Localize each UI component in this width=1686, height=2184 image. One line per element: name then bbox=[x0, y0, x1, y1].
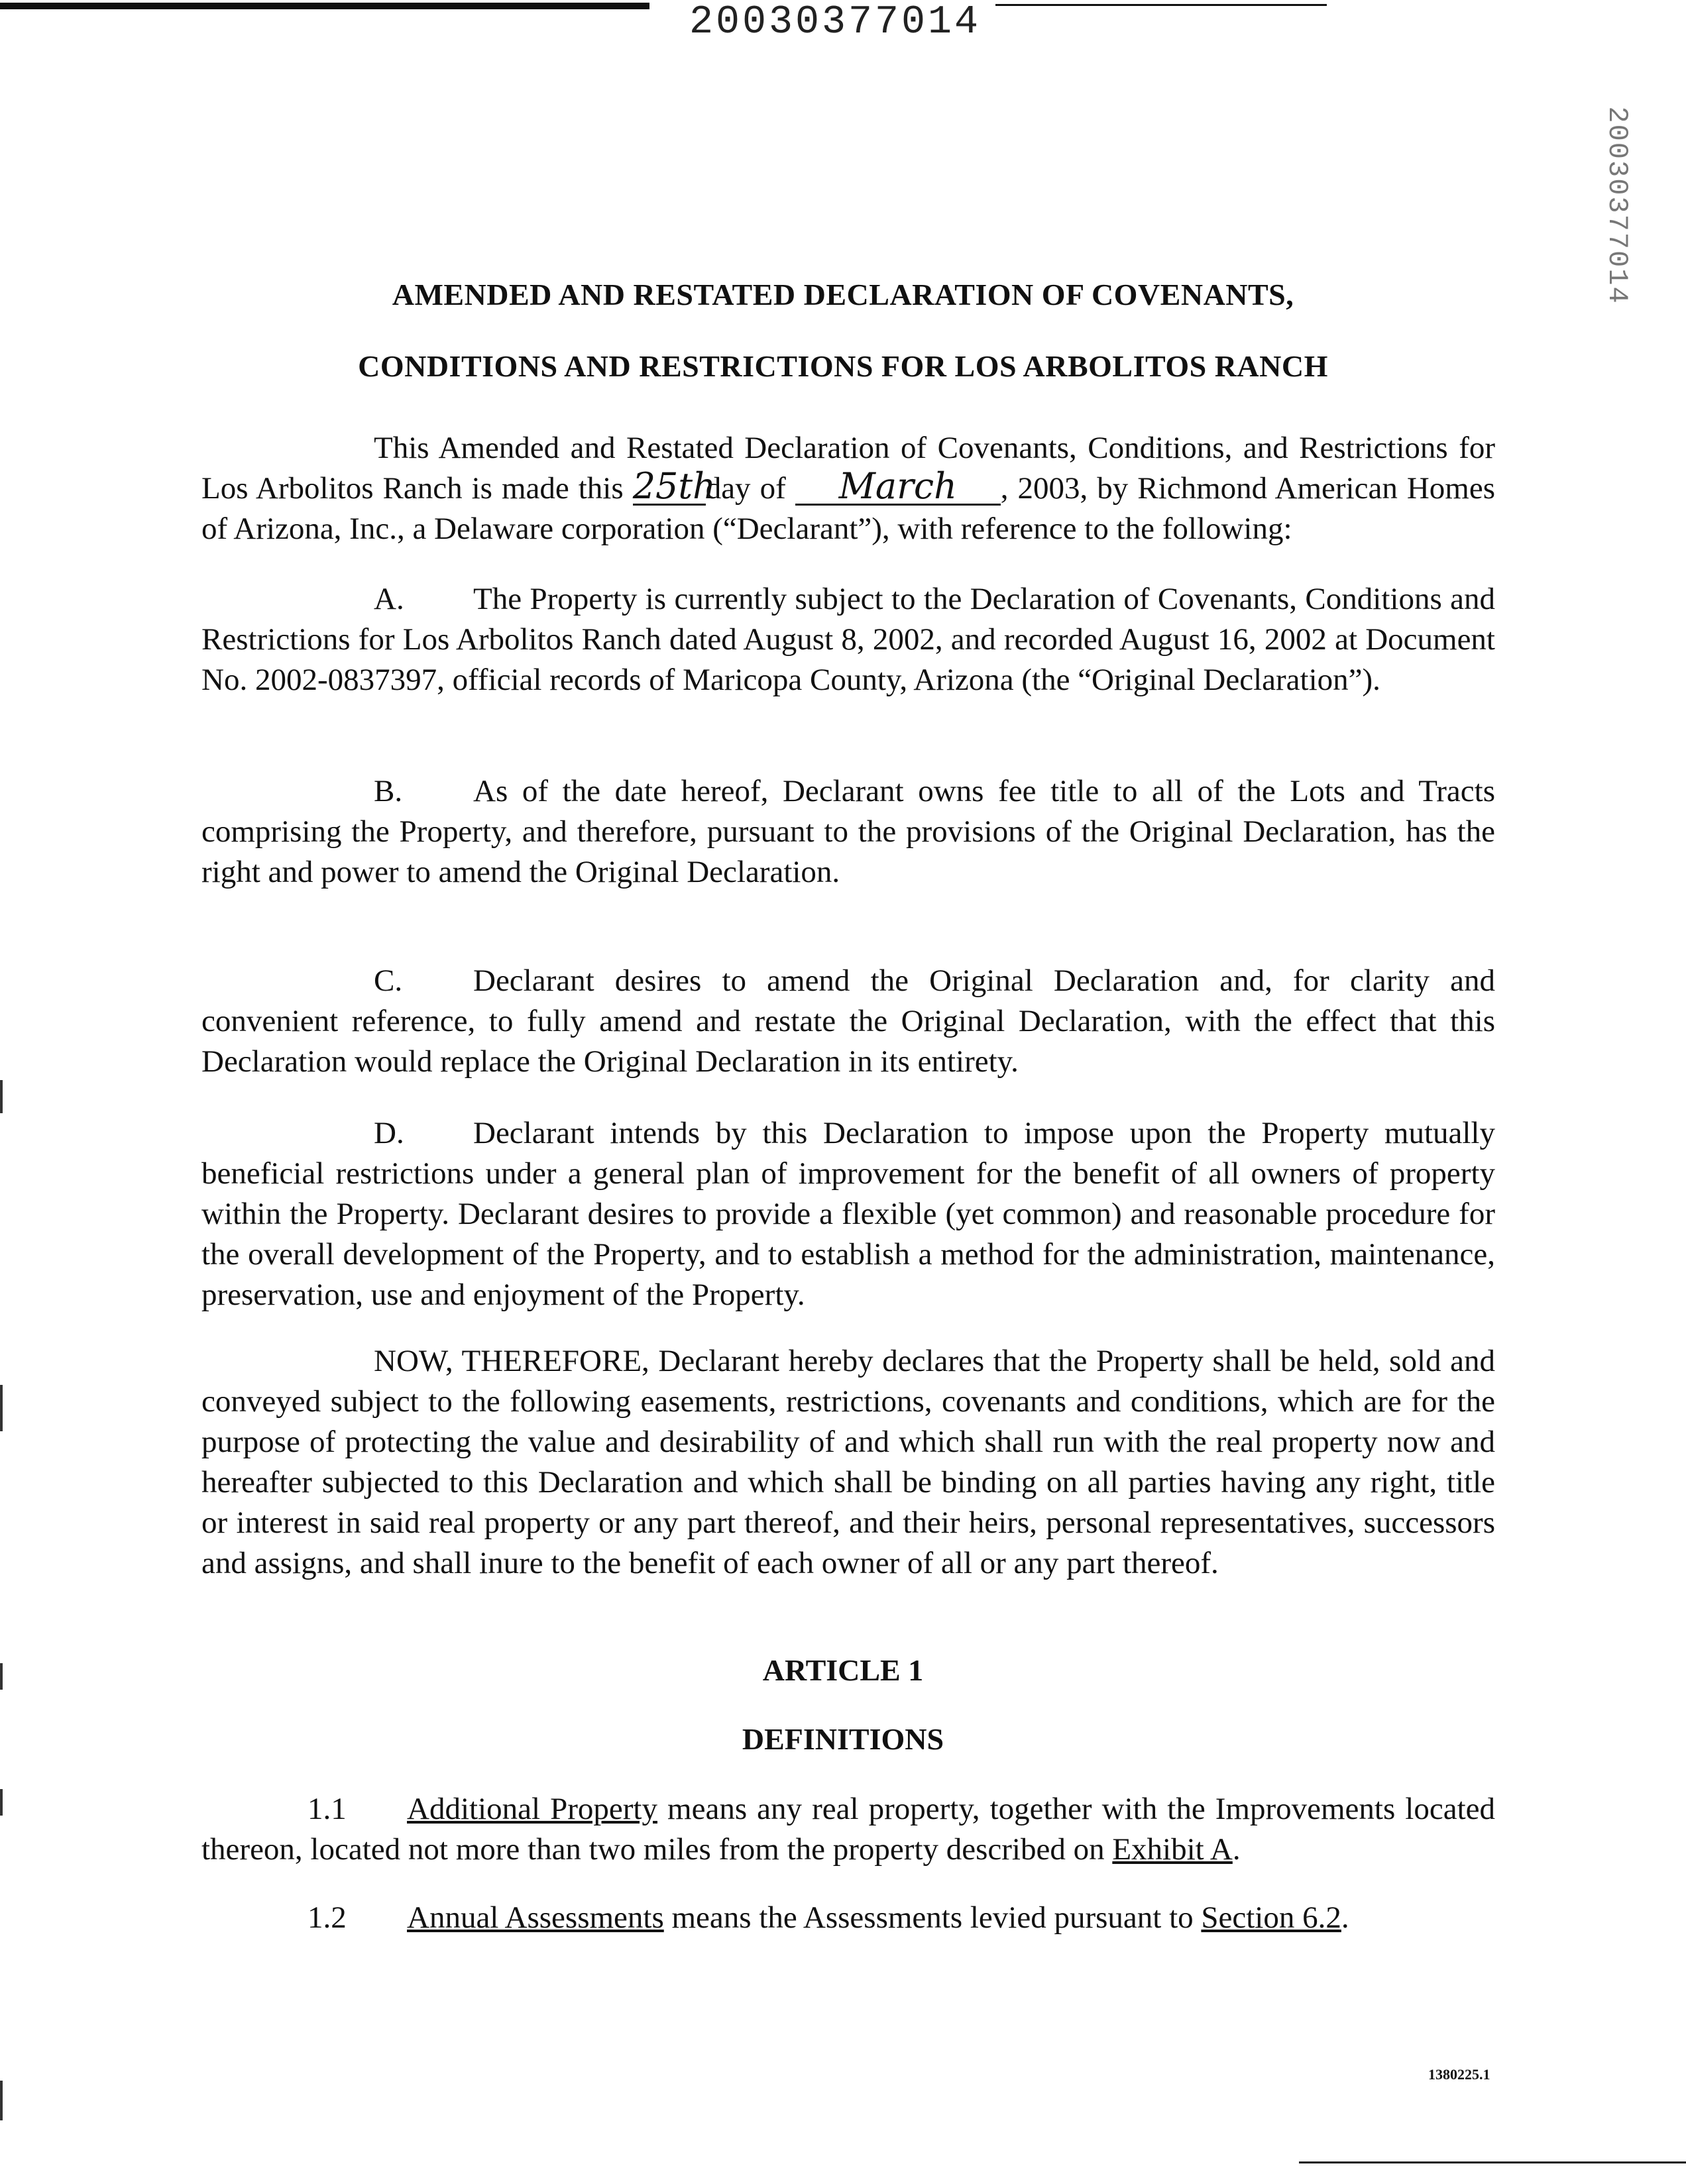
recital-text: As of the date hereof, Declarant owns fee title to all of the Lots and Tracts comprising the Property, and therefore, pursuant to the provisions of the Original Declaration, has the right and power to amend the Original Declaration. bbox=[201, 774, 1495, 889]
recital-a bbox=[201, 579, 1495, 700]
top-scan-rule bbox=[0, 3, 649, 9]
recital-d bbox=[201, 1113, 1495, 1315]
top-scan-rule-right bbox=[995, 4, 1327, 6]
intro-text-b: day of bbox=[705, 471, 786, 506]
now-therefore-text: NOW, THEREFORE, Declarant hereby declares that the Property shall be held, sold and conveyed subject to the following easements, restrictions, covenants and conditions, which are for the purpose of protecting the value and desirability of and which shall run with the real property now and hereafter subjected to this Declaration and which shall be binding on all parties having any right, title or interest in said real property or any part thereof, and their heirs, personal representatives, successors and assigns, and shall inure to the benefit of each owner of all or any part thereof. bbox=[201, 1344, 1495, 1580]
scan-margin-mark bbox=[0, 2081, 3, 2120]
recital-text: Declarant desires to amend the Original Declaration and, for clarity and convenient reference, to fully amend and restate the Original Declaration, with the effect that this Declaration would replace the Original Declaration in its entirety. bbox=[201, 963, 1495, 1079]
definition-end: . bbox=[1341, 1900, 1349, 1935]
article-title: DEFINITIONS bbox=[742, 1722, 944, 1756]
definition-1-2 bbox=[201, 1898, 1495, 1938]
recital-b bbox=[201, 771, 1495, 893]
document-footer-code: 1380225.1 bbox=[1428, 2066, 1490, 2083]
definition-term: Annual Assessments bbox=[407, 1900, 664, 1935]
recital-text: Declarant intends by this Declaration to impose upon the Property mutually beneficial restrictions under a general plan of improvement for the benefit of all owners of property within the Property. Declarant desires to provide a flexible (yet common) and reasonable procedure for the overall development of the Property, and to establish a method for the administration, maintenance, preservation, use and enjoyment of the Property. bbox=[201, 1116, 1495, 1312]
recital-c bbox=[201, 961, 1495, 1082]
definition-end: . bbox=[1232, 1832, 1241, 1867]
document-title-line-1: AMENDED AND RESTATED DECLARATION OF COVENANTS, bbox=[392, 278, 1294, 311]
recital-label: A. bbox=[374, 582, 404, 616]
side-stamp-text: 20030377014 bbox=[1601, 106, 1633, 305]
intro-text-a: This Amended and Restated Declaration of Covenants, Conditions, and Restrictions for Los Arbolitos Ranch is made this bbox=[201, 431, 1495, 506]
handwritten-month: March bbox=[795, 469, 1001, 506]
definition-number: 1.1 bbox=[308, 1792, 347, 1826]
definition-reference: Section 6.2 bbox=[1201, 1900, 1341, 1935]
scan-margin-mark bbox=[0, 1789, 3, 1816]
scan-margin-mark bbox=[0, 1385, 3, 1431]
recital-label: B. bbox=[374, 774, 403, 808]
document-title-line-2: CONDITIONS AND RESTRICTIONS FOR LOS ARBOLITOS RANCH bbox=[358, 349, 1328, 383]
scan-margin-mark bbox=[0, 1080, 3, 1113]
bottom-scan-rule bbox=[1299, 2161, 1686, 2163]
handwritten-day: 25th bbox=[632, 465, 716, 507]
definition-number: 1.2 bbox=[308, 1900, 347, 1935]
intro-text-c: , 2003, by Richmond American Homes of Arizona, Inc., a Delaware corporation (“Declarant”), with reference to the following: bbox=[201, 471, 1496, 546]
intro-paragraph bbox=[201, 428, 1495, 549]
recital-text: The Property is currently subject to the Declaration of Covenants, Conditions and Restrictions for Los Arbolitos Ranch dated August 8, 2002, and recorded August 16, 2002 at Document No. 2002-0837397, official records of Maricopa County, Arizona (the “Original Declaration”). bbox=[201, 582, 1495, 697]
recital-label: D. bbox=[374, 1116, 404, 1150]
definition-text: means any real property, together with the Improvements located thereon, located not more than two miles from the property described on bbox=[201, 1792, 1496, 1867]
definition-1-1 bbox=[201, 1789, 1495, 1870]
definition-term: Additional Property bbox=[407, 1792, 657, 1826]
scan-margin-mark bbox=[0, 1663, 3, 1690]
article-number: ARTICLE 1 bbox=[762, 1653, 924, 1687]
definition-reference: Exhibit A bbox=[1112, 1832, 1233, 1867]
recital-label: C. bbox=[374, 963, 403, 998]
now-therefore-paragraph bbox=[201, 1341, 1495, 1584]
recording-number: 20030377014 bbox=[689, 0, 982, 45]
definition-text: means the Assessments levied pursuant to bbox=[671, 1900, 1194, 1935]
